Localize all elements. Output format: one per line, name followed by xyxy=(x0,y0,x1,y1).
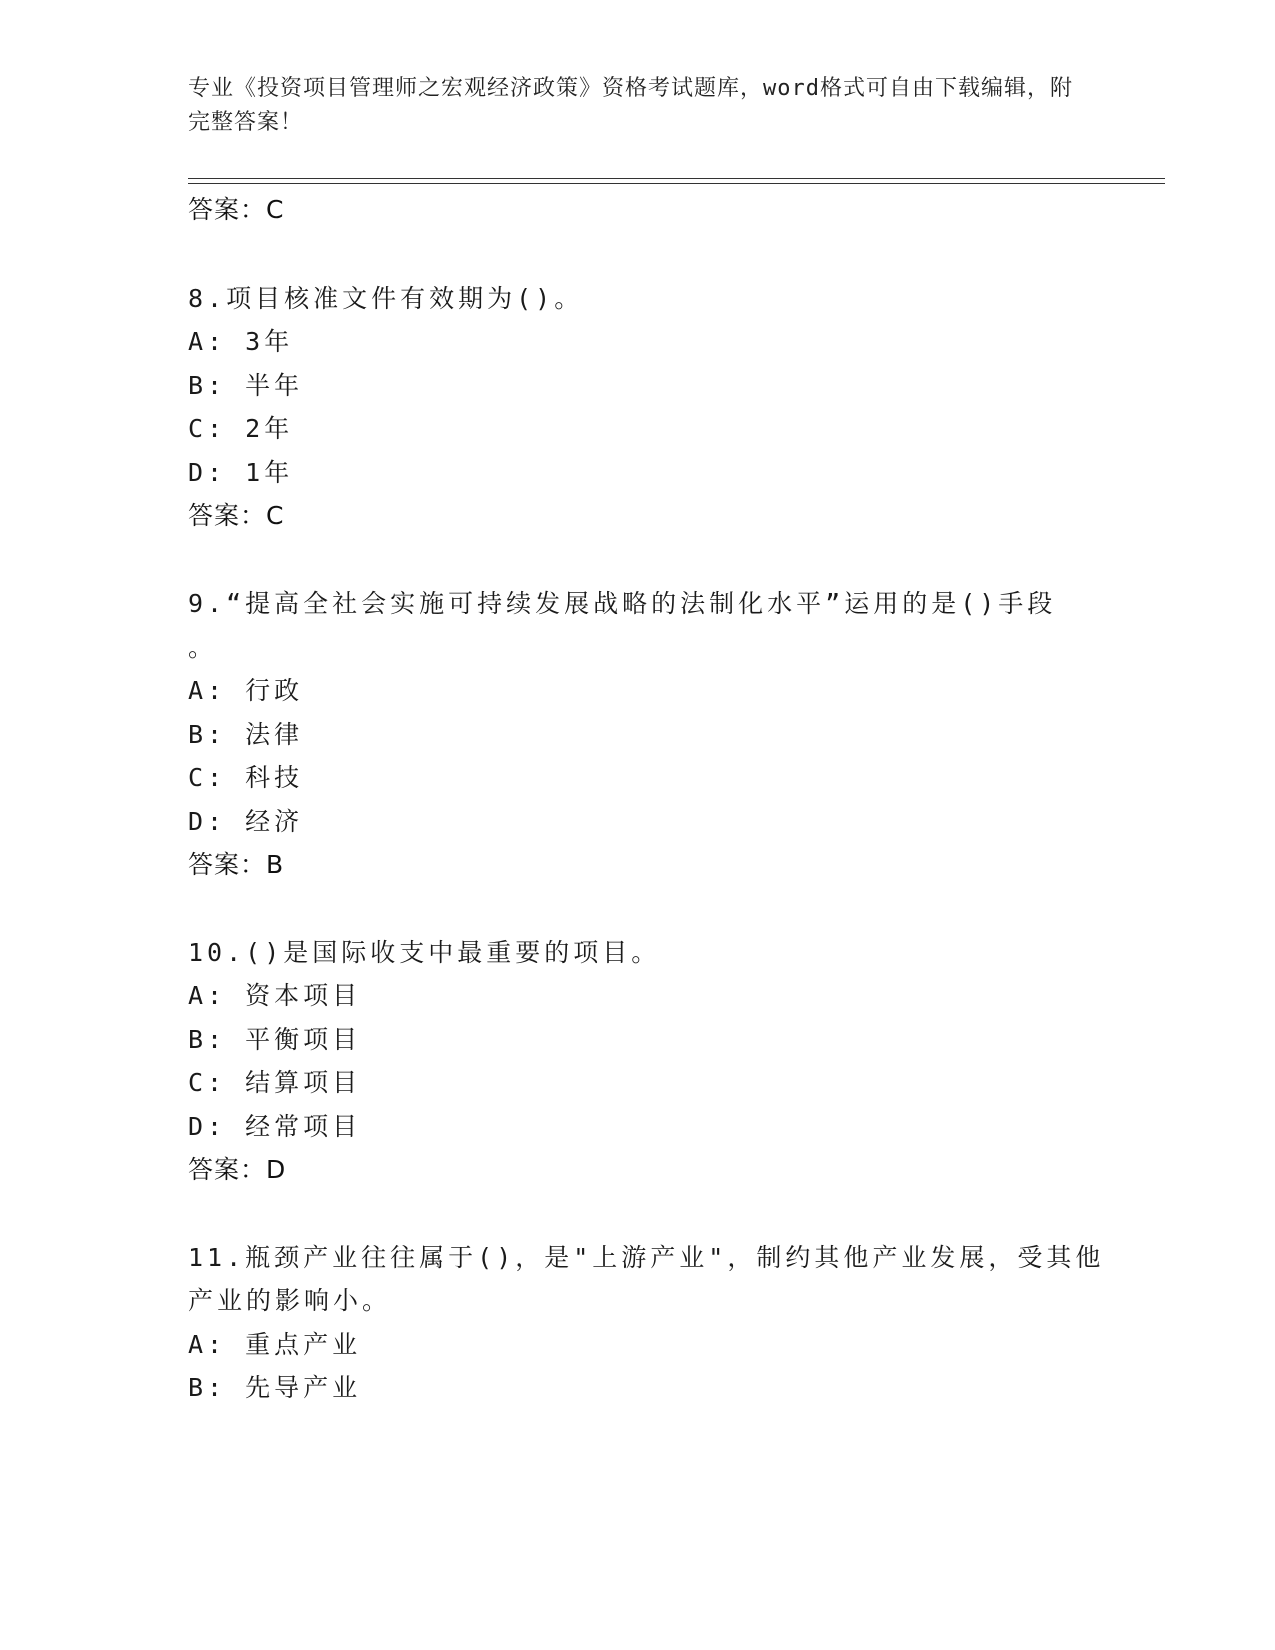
question-9-text: 9.“提高全社会实施可持续发展战略的法制化水平”运用的是()手段 xyxy=(188,589,1057,618)
question-8-option-b: B: 半年 xyxy=(188,371,304,400)
question-9-text-cont: 。 xyxy=(188,633,218,662)
question-9-option-b: B: 法律 xyxy=(188,720,304,749)
question-8-answer: 答案：C xyxy=(188,501,285,530)
question-11-option-a: A: 重点产业 xyxy=(188,1330,362,1359)
question-10-option-a: A: 资本项目 xyxy=(188,981,362,1010)
question-8-text: 8.项目核准文件有效期为()。 xyxy=(188,284,584,313)
answer-previous: 答案：C xyxy=(188,195,285,224)
question-10-option-d: D: 经常项目 xyxy=(188,1112,362,1141)
question-10-option-c: C: 结算项目 xyxy=(188,1068,362,1097)
question-8-option-d: D: 1年 xyxy=(188,458,294,487)
question-10-option-b: B: 平衡项目 xyxy=(188,1025,362,1054)
question-9-option-a: A: 行政 xyxy=(188,676,304,705)
question-10-answer: 答案：D xyxy=(188,1155,287,1184)
question-9-option-d: D: 经济 xyxy=(188,807,304,836)
question-10-text: 10.()是国际收支中最重要的项目。 xyxy=(188,938,661,967)
question-9-answer: 答案：B xyxy=(188,850,285,879)
header-divider xyxy=(188,178,1165,184)
question-8-option-a: A: 3年 xyxy=(188,327,294,356)
question-11-text-cont: 产业的影响小。 xyxy=(188,1286,392,1315)
document-header: 专业《投资项目管理师之宏观经济政策》资格考试题库，word格式可自由下载编辑，附完整答案！ xyxy=(188,76,1073,135)
question-8-option-c: C: 2年 xyxy=(188,414,294,443)
question-11-option-b: B: 先导产业 xyxy=(188,1373,362,1402)
question-9-option-c: C: 科技 xyxy=(188,763,304,792)
question-11-text: 11.瓶颈产业往往属于()，是"上游产业"，制约其他产业发展，受其他 xyxy=(188,1243,1105,1272)
